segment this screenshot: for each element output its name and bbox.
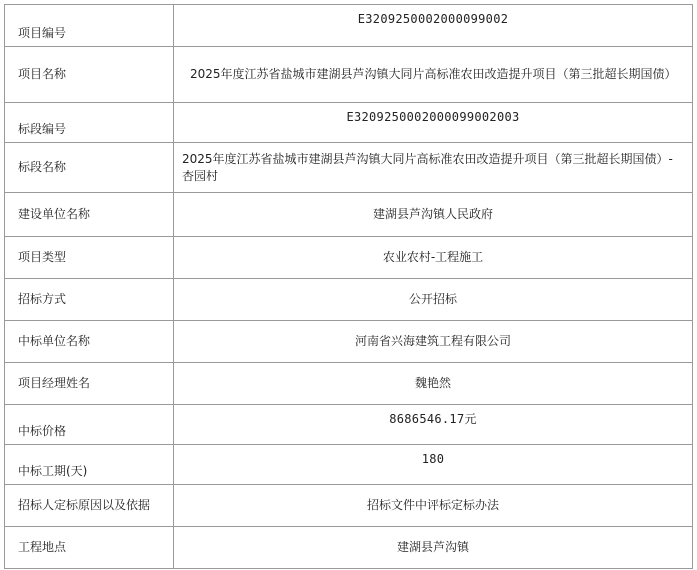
row-value: 建湖县芦沟镇人民政府 bbox=[174, 193, 693, 237]
row-value: 建湖县芦沟镇 bbox=[174, 527, 693, 569]
row-value: 8686546.17元 bbox=[174, 405, 693, 445]
table-row bbox=[5, 143, 693, 193]
table-row bbox=[5, 363, 693, 405]
row-value: E3209250002000099002003 bbox=[174, 103, 693, 143]
row-label: 工程地点 bbox=[5, 527, 174, 569]
row-value: 2025年度江苏省盐城市建湖县芦沟镇大同片高标准农田改造提升项目（第三批超长期国债）-杏园村 bbox=[174, 143, 693, 193]
row-label: 招标方式 bbox=[5, 279, 174, 321]
row-label: 中标工期(天) bbox=[5, 445, 174, 485]
table-row bbox=[5, 321, 693, 363]
row-label: 标段名称 bbox=[5, 143, 174, 193]
table-row bbox=[5, 237, 693, 279]
table-row bbox=[5, 103, 693, 143]
row-value: 公开招标 bbox=[174, 279, 693, 321]
row-value: 2025年度江苏省盐城市建湖县芦沟镇大同片高标准农田改造提升项目（第三批超长期国债） bbox=[174, 47, 693, 103]
row-label: 招标人定标原因以及依据 bbox=[5, 485, 174, 527]
row-label: 项目名称 bbox=[5, 47, 174, 103]
project-info-table bbox=[4, 4, 693, 569]
row-value: E3209250002000099002 bbox=[174, 5, 693, 47]
table-row bbox=[5, 47, 693, 103]
row-label: 标段编号 bbox=[5, 103, 174, 143]
table-row bbox=[5, 193, 693, 237]
table-row bbox=[5, 405, 693, 445]
row-value: 农业农村-工程施工 bbox=[174, 237, 693, 279]
table-row bbox=[5, 5, 693, 47]
row-label: 项目经理姓名 bbox=[5, 363, 174, 405]
table-row bbox=[5, 279, 693, 321]
row-label: 中标单位名称 bbox=[5, 321, 174, 363]
table-row bbox=[5, 527, 693, 569]
row-label: 项目编号 bbox=[5, 5, 174, 47]
row-value: 河南省兴海建筑工程有限公司 bbox=[174, 321, 693, 363]
table-row bbox=[5, 445, 693, 485]
row-label: 建设单位名称 bbox=[5, 193, 174, 237]
row-label: 项目类型 bbox=[5, 237, 174, 279]
row-label: 中标价格 bbox=[5, 405, 174, 445]
table-row bbox=[5, 485, 693, 527]
row-value: 180 bbox=[174, 445, 693, 485]
row-value: 招标文件中评标定标办法 bbox=[174, 485, 693, 527]
row-value: 魏艳然 bbox=[174, 363, 693, 405]
